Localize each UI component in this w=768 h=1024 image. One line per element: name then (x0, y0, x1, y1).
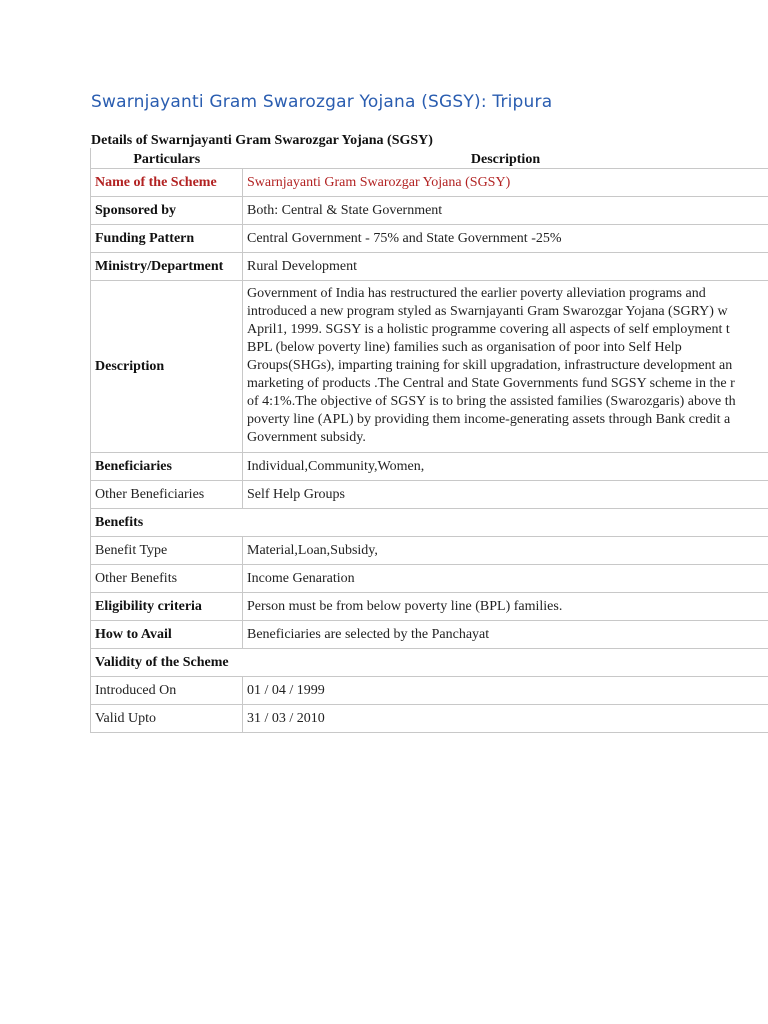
row-value-sponsored-by: Both: Central & State Government (243, 197, 768, 225)
description-line: April1, 1999. SGSY is a holistic programme covering all aspects of self employment t (247, 322, 730, 337)
row-value-eligibility: Person must be from below poverty line (BPL) families. (243, 593, 768, 621)
description-line: of 4:1%.The objective of SGSY is to bring the assisted families (Swarozgaris) above th (247, 394, 736, 409)
table-row (91, 281, 768, 453)
row-value-name-of-scheme: Swarnjayanti Gram Swarozgar Yojana (SGSY) (243, 169, 768, 197)
table-section-row (91, 649, 768, 677)
row-label-funding-pattern: Funding Pattern (91, 225, 243, 253)
row-value-funding-pattern: Central Government - 75% and State Government -25% (243, 225, 768, 253)
table-section-row (91, 509, 768, 537)
description-line: Government subsidy. (247, 430, 366, 445)
table-row (91, 677, 768, 705)
row-value-beneficiaries: Individual,Community,Women, (243, 453, 768, 481)
description-line: BPL (below poverty line) families such as organisation of poor into Self Help (247, 340, 682, 355)
section-validity: Validity of the Scheme (91, 649, 768, 677)
description-line: poverty line (APL) by providing them income-generating assets through Bank credit a (247, 412, 731, 427)
row-value-description (243, 281, 768, 453)
row-label-valid-upto: Valid Upto (91, 705, 243, 733)
description-line: Government of India has restructured the earlier poverty alleviation programs and (247, 286, 706, 301)
table-row (91, 537, 768, 565)
row-label-name-of-scheme: Name of the Scheme (91, 169, 243, 197)
section-benefits: Benefits (91, 509, 768, 537)
table-row (91, 453, 768, 481)
row-value-other-beneficiaries: Self Help Groups (243, 481, 768, 509)
description-line: Groups(SHGs), imparting training for skill upgradation, infrastructure development an (247, 358, 733, 373)
header-description: Description (470, 152, 541, 167)
description-line: marketing of products .The Central and State Governments fund SGSY scheme in the r (247, 376, 735, 391)
table-row (91, 481, 768, 509)
table-header-row (91, 148, 768, 169)
row-label-other-beneficiaries: Other Beneficiaries (91, 481, 243, 509)
table-caption: Details of Swarnjayanti Gram Swarozgar Yojana (SGSY) (91, 133, 433, 148)
table-row (91, 565, 768, 593)
row-label-how-to-avail: How to Avail (91, 621, 243, 649)
table-row (91, 621, 768, 649)
row-label-eligibility: Eligibility criteria (91, 593, 243, 621)
row-value-introduced-on: 01 / 04 / 1999 (243, 677, 768, 705)
scheme-details-table (90, 148, 768, 733)
table-row (91, 197, 768, 225)
table-row (91, 169, 768, 197)
table-row (91, 225, 768, 253)
row-value-benefit-type: Material,Loan,Subsidy, (243, 537, 768, 565)
row-label-benefit-type: Benefit Type (91, 537, 243, 565)
page-title: Swarnjayanti Gram Swarozgar Yojana (SGSY): Tripura (91, 92, 553, 112)
row-label-ministry: Ministry/Department (91, 253, 243, 281)
table-row (91, 253, 768, 281)
row-value-valid-upto: 31 / 03 / 2010 (243, 705, 768, 733)
row-value-other-benefits: Income Genaration (243, 565, 768, 593)
table-row (91, 705, 768, 733)
row-label-beneficiaries: Beneficiaries (91, 453, 243, 481)
row-value-ministry: Rural Development (243, 253, 768, 281)
row-label-introduced-on: Introduced On (91, 677, 243, 705)
table-row (91, 593, 768, 621)
row-value-how-to-avail: Beneficiaries are selected by the Panchayat (243, 621, 768, 649)
row-label-sponsored-by: Sponsored by (91, 197, 243, 225)
row-label-description: Description (91, 281, 243, 453)
description-line: introduced a new program styled as Swarnjayanti Gram Swarozgar Yojana (SGRY) w (247, 304, 728, 319)
header-particulars: Particulars (91, 148, 243, 169)
row-label-other-benefits: Other Benefits (91, 565, 243, 593)
